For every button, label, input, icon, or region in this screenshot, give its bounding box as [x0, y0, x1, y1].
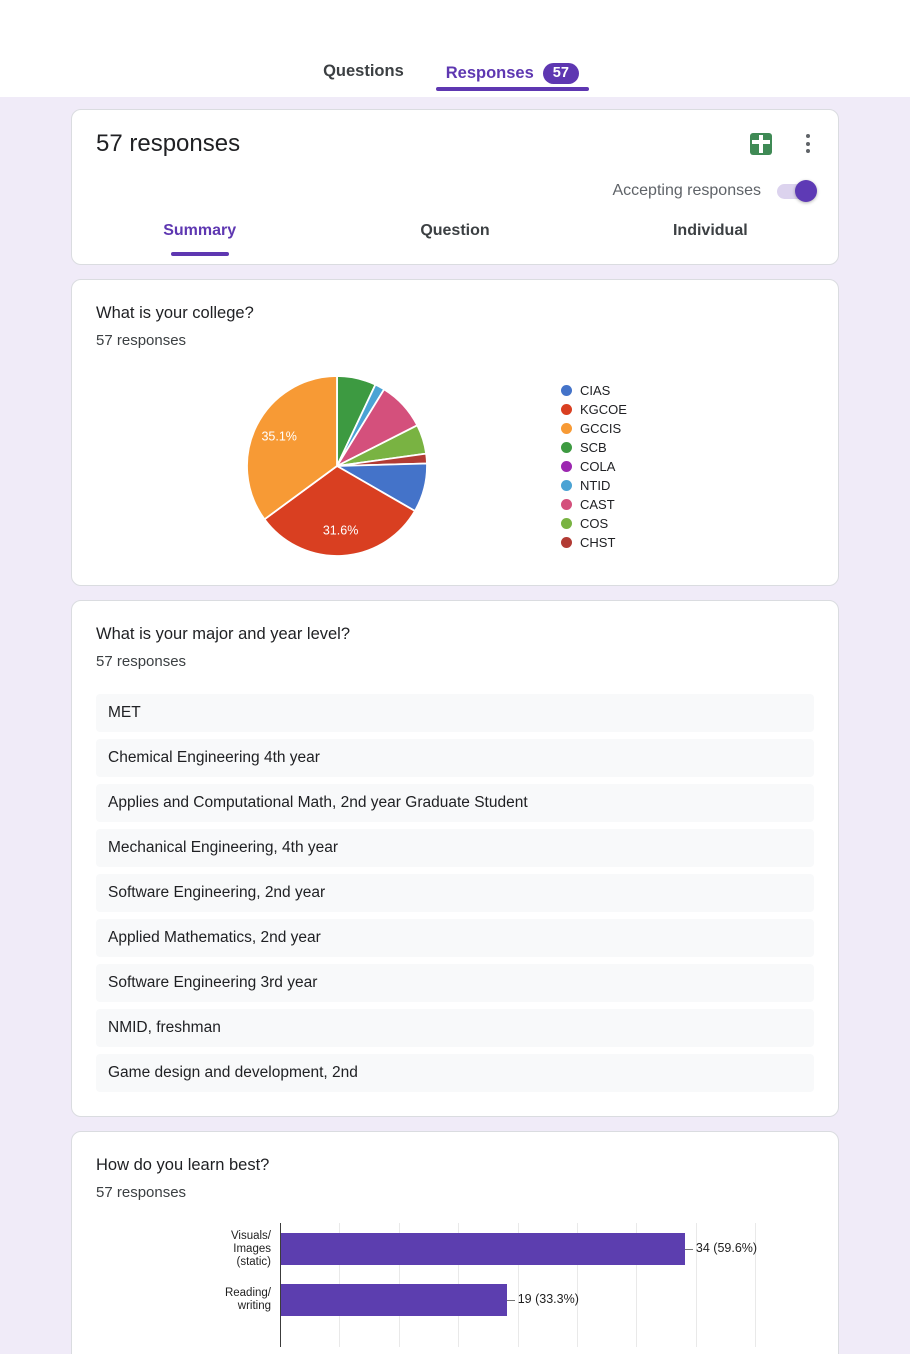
responses-page — [71, 109, 839, 1354]
bar-0 — [281, 1233, 685, 1265]
answer-row: Software Engineering, 2nd year — [96, 874, 814, 912]
legend-color-dot — [561, 404, 572, 415]
answer-row: MET — [96, 694, 814, 732]
legend-label: CHST — [580, 534, 616, 550]
accepting-responses-label: Accepting responses — [612, 182, 761, 199]
legend-item-cast — [561, 495, 627, 514]
category-label: Visuals/ Images (static) — [230, 1229, 271, 1268]
value-label: 19 (33.3%) — [517, 1292, 579, 1306]
question-card-major — [71, 600, 839, 1117]
pie-chart — [242, 371, 432, 561]
tab-question-label: Question — [420, 222, 490, 239]
tab-summary-label: Summary — [163, 222, 237, 239]
top-tab-bar — [0, 0, 910, 97]
tab-question[interactable] — [327, 222, 582, 256]
legend-color-dot — [561, 537, 572, 548]
text-answers-list — [96, 694, 814, 1092]
legend-label: COS — [580, 515, 609, 531]
legend-label: GCCIS — [580, 420, 622, 436]
summary-view-tabs — [72, 222, 838, 256]
legend-color-dot — [561, 518, 572, 529]
legend-color-dot — [561, 385, 572, 396]
tab-individual-label: Individual — [672, 222, 748, 239]
value-leader-line — [507, 1300, 515, 1301]
pie-percent-label: 31.6% — [322, 523, 359, 538]
responses-count-title: 57 responses — [96, 130, 241, 157]
tab-responses-label: Responses — [445, 63, 534, 82]
legend-color-dot — [561, 423, 572, 434]
accepting-responses-toggle[interactable] — [777, 184, 814, 199]
legend-item-scb — [561, 438, 627, 457]
college-pie-chart — [96, 371, 814, 561]
legend-item-chst — [561, 533, 627, 552]
summary-tab-underline — [171, 252, 229, 256]
legend-item-cias — [561, 381, 627, 400]
legend-label: CAST — [580, 496, 615, 512]
top-tabs — [321, 62, 589, 97]
answer-row: Software Engineering 3rd year — [96, 964, 814, 1002]
legend-color-dot — [561, 461, 572, 472]
tab-summary[interactable] — [72, 222, 327, 256]
answer-row: Game design and development, 2nd — [96, 1054, 814, 1092]
category-label: Reading/ writing — [224, 1287, 271, 1312]
legend-label: KGCOE — [580, 401, 627, 417]
answer-row: Chemical Engineering 4th year — [96, 739, 814, 777]
value-leader-line — [685, 1249, 693, 1250]
question-title: What is your college? — [96, 304, 254, 322]
bar-1 — [281, 1284, 507, 1316]
question-title: How do you learn best? — [96, 1156, 270, 1174]
legend-label: SCB — [580, 439, 607, 455]
question-card-college — [71, 279, 839, 586]
legend-item-gccis — [561, 419, 627, 438]
answer-row: Mechanical Engineering, 4th year — [96, 829, 814, 867]
legend-label: CIAS — [580, 382, 611, 398]
answer-row: NMID, freshman — [96, 1009, 814, 1047]
tab-questions[interactable]: Questions — [323, 62, 404, 80]
responses-header-card — [71, 109, 839, 265]
legend-item-cos — [561, 514, 627, 533]
answer-row: Applied Mathematics, 2nd year — [96, 919, 814, 957]
legend-item-ntid — [561, 476, 627, 495]
pie-percent-label: 35.1% — [261, 429, 297, 444]
question-response-count: 57 responses — [96, 332, 187, 349]
legend-color-dot — [561, 442, 572, 453]
question-title: What is your major and year level? — [96, 625, 351, 643]
legend-label: COLA — [580, 458, 616, 474]
create-spreadsheet-icon[interactable] — [750, 133, 772, 155]
value-label: 34 (59.6%) — [695, 1241, 758, 1255]
legend-color-dot — [561, 499, 572, 510]
legend-color-dot — [561, 480, 572, 491]
legend-item-kgcoe — [561, 400, 627, 419]
tab-individual[interactable] — [583, 222, 838, 256]
question-response-count: 57 responses — [96, 653, 187, 670]
question-card-learn — [71, 1131, 839, 1354]
tab-responses[interactable] — [436, 63, 589, 98]
pie-legend — [561, 381, 627, 552]
legend-item-cola — [561, 457, 627, 476]
responses-count-badge: 57 — [543, 63, 579, 85]
answer-row: Applies and Computational Math, 2nd year Graduate Student — [96, 784, 814, 822]
toggle-thumb — [795, 180, 817, 202]
legend-label: NTID — [580, 477, 611, 493]
learn-bar-chart — [96, 1223, 816, 1347]
question-response-count: 57 responses — [96, 1184, 187, 1201]
more-options-icon[interactable] — [802, 132, 814, 155]
active-tab-underline — [436, 87, 589, 91]
